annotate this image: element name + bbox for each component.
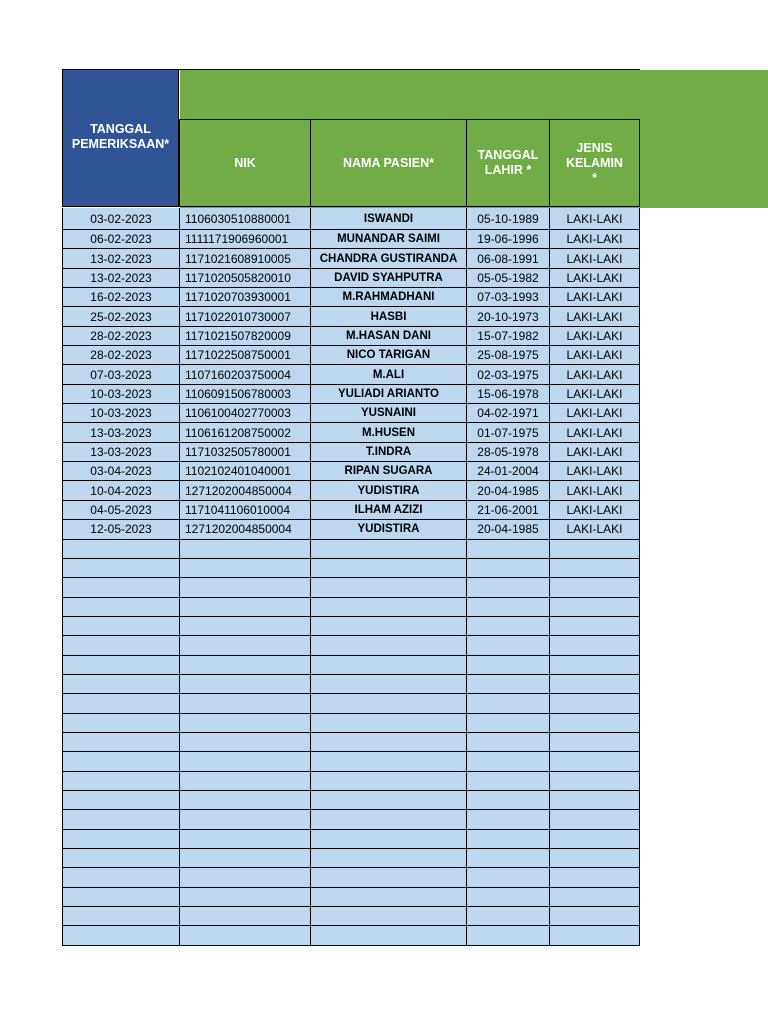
tanggal-lahir-cell[interactable] (467, 752, 550, 771)
tanggal-pemeriksaan-cell[interactable]: 04-05-2023 (62, 501, 180, 520)
tanggal-pemeriksaan-cell[interactable] (62, 926, 180, 945)
table-row (62, 346, 640, 365)
jenis-kelamin-cell[interactable] (550, 714, 640, 733)
table-row (62, 907, 640, 926)
jenis-kelamin-cell[interactable] (550, 791, 640, 810)
header-top-border (179, 69, 640, 70)
tanggal-pemeriksaan-cell[interactable] (62, 907, 180, 926)
nama-pasien-cell[interactable]: M.RAHMADHANI (311, 288, 467, 307)
nik-cell[interactable]: 1171020703930001 (180, 288, 311, 307)
tanggal-pemeriksaan-cell[interactable] (62, 868, 180, 887)
header-tanggal-pemeriksaan[interactable] (62, 69, 179, 207)
nama-pasien-cell[interactable] (311, 810, 467, 829)
jenis-kelamin-cell[interactable]: LAKI-LAKI (550, 365, 640, 384)
tanggal-lahir-cell[interactable]: 06-08-1991 (467, 249, 550, 268)
nama-pasien-cell[interactable] (311, 907, 467, 926)
tanggal-lahir-cell[interactable]: 05-05-1982 (467, 269, 550, 288)
nama-pasien-cell[interactable] (311, 598, 467, 617)
tanggal-pemeriksaan-cell[interactable] (62, 772, 180, 791)
nik-cell[interactable]: 1111171906960001 (180, 230, 311, 249)
nama-pasien-cell[interactable] (311, 559, 467, 578)
tanggal-pemeriksaan-cell[interactable]: 13-02-2023 (62, 269, 180, 288)
jenis-kelamin-cell[interactable]: LAKI-LAKI (550, 404, 640, 423)
tanggal-lahir-cell[interactable] (467, 868, 550, 887)
tanggal-lahir-cell[interactable]: 25-08-1975 (467, 346, 550, 365)
tanggal-pemeriksaan-cell[interactable] (62, 656, 180, 675)
tanggal-lahir-cell[interactable]: 24-01-2004 (467, 462, 550, 481)
nik-cell[interactable]: 1271202004850004 (180, 520, 311, 539)
tanggal-pemeriksaan-cell[interactable] (62, 714, 180, 733)
tanggal-pemeriksaan-cell[interactable]: 25-02-2023 (62, 307, 180, 326)
jenis-kelamin-cell[interactable] (550, 675, 640, 694)
table-row (62, 617, 640, 636)
tanggal-pemeriksaan-cell[interactable] (62, 733, 180, 752)
table-row (62, 714, 640, 733)
tanggal-pemeriksaan-cell[interactable]: 03-02-2023 (62, 208, 180, 230)
table-row (62, 481, 640, 500)
nama-pasien-cell[interactable] (311, 791, 467, 810)
tanggal-lahir-cell[interactable] (467, 714, 550, 733)
jenis-kelamin-cell[interactable] (550, 598, 640, 617)
header-nik-label: NIK (234, 155, 256, 170)
nik-cell[interactable] (180, 772, 311, 791)
table-row (62, 288, 640, 307)
tanggal-lahir-cell[interactable] (467, 907, 550, 926)
jenis-kelamin-cell[interactable] (550, 772, 640, 791)
table-row (62, 249, 640, 268)
jenis-kelamin-cell[interactable]: LAKI-LAKI (550, 307, 640, 326)
tanggal-pemeriksaan-cell[interactable] (62, 752, 180, 771)
nama-pasien-cell[interactable]: NICO TARIGAN (311, 346, 467, 365)
nik-cell[interactable]: 1106030510880001 (180, 208, 311, 230)
nik-cell[interactable] (180, 694, 311, 713)
tanggal-lahir-cell[interactable] (467, 636, 550, 655)
table-row (62, 868, 640, 887)
jenis-kelamin-cell[interactable]: LAKI-LAKI (550, 208, 640, 230)
header-tanggal-lahir[interactable] (466, 119, 550, 207)
tanggal-pemeriksaan-cell[interactable]: 07-03-2023 (62, 365, 180, 384)
tanggal-pemeriksaan-cell[interactable] (62, 791, 180, 810)
table-row (62, 830, 640, 849)
header-tanggal-pemeriksaan-label: TANGGAL PEMERIKSAAN* (71, 122, 170, 151)
nama-pasien-cell[interactable]: YUDISTIRA (311, 520, 467, 539)
jenis-kelamin-cell[interactable]: LAKI-LAKI (550, 346, 640, 365)
tanggal-lahir-cell[interactable]: 04-02-1971 (467, 404, 550, 423)
jenis-kelamin-cell[interactable] (550, 656, 640, 675)
tanggal-pemeriksaan-cell[interactable] (62, 617, 180, 636)
table-row (62, 772, 640, 791)
table-row (62, 888, 640, 907)
nik-cell[interactable] (180, 617, 311, 636)
tanggal-lahir-cell[interactable] (467, 578, 550, 597)
table-row (62, 752, 640, 771)
table-row (62, 423, 640, 442)
header-nama-pasien-label: NAMA PASIEN* (343, 155, 434, 170)
header-tanggal-lahir-label: TANGGAL LAHIR * (477, 148, 539, 177)
nik-cell[interactable]: 1171041106010004 (180, 501, 311, 520)
table-row (62, 559, 640, 578)
table-row (62, 385, 640, 404)
header-nik[interactable] (179, 119, 311, 207)
nik-cell[interactable] (180, 888, 311, 907)
tanggal-lahir-cell[interactable] (467, 791, 550, 810)
table-row (62, 230, 640, 249)
table-row (62, 269, 640, 288)
nik-cell[interactable] (180, 636, 311, 655)
nama-pasien-cell[interactable] (311, 830, 467, 849)
nama-pasien-cell[interactable] (311, 868, 467, 887)
table-row (62, 598, 640, 617)
table-row (62, 208, 640, 230)
table-row (62, 501, 640, 520)
nik-cell[interactable]: 1171020505820010 (180, 269, 311, 288)
table-row (62, 327, 640, 346)
table-row (62, 540, 640, 559)
tanggal-pemeriksaan-cell[interactable]: 12-05-2023 (62, 520, 180, 539)
jenis-kelamin-cell[interactable] (550, 849, 640, 868)
nama-pasien-cell[interactable] (311, 772, 467, 791)
nama-pasien-cell[interactable]: RIPAN SUGARA (311, 462, 467, 481)
table-row (62, 365, 640, 384)
nama-pasien-cell[interactable] (311, 888, 467, 907)
nik-cell[interactable] (180, 578, 311, 597)
nama-pasien-cell[interactable]: ILHAM AZIZI (311, 501, 467, 520)
tanggal-lahir-cell[interactable] (467, 540, 550, 559)
tanggal-pemeriksaan-cell[interactable]: 28-02-2023 (62, 346, 180, 365)
table-row (62, 443, 640, 462)
nik-cell[interactable] (180, 714, 311, 733)
table-row (62, 307, 640, 326)
jenis-kelamin-cell[interactable]: LAKI-LAKI (550, 327, 640, 346)
nama-pasien-cell[interactable]: M.HUSEN (311, 423, 467, 442)
nama-pasien-cell[interactable] (311, 636, 467, 655)
tanggal-pemeriksaan-cell[interactable] (62, 540, 180, 559)
tanggal-lahir-cell[interactable] (467, 617, 550, 636)
jenis-kelamin-cell[interactable]: LAKI-LAKI (550, 249, 640, 268)
tanggal-pemeriksaan-cell[interactable] (62, 636, 180, 655)
nama-pasien-cell[interactable]: MUNANDAR SAIMI (311, 230, 467, 249)
tanggal-pemeriksaan-cell[interactable]: 10-04-2023 (62, 481, 180, 500)
tanggal-pemeriksaan-cell[interactable]: 28-02-2023 (62, 327, 180, 346)
tanggal-lahir-cell[interactable]: 05-10-1989 (467, 208, 550, 230)
nik-cell[interactable] (180, 830, 311, 849)
tanggal-lahir-cell[interactable]: 28-05-1978 (467, 443, 550, 462)
nik-cell[interactable] (180, 733, 311, 752)
nik-cell[interactable] (180, 907, 311, 926)
nama-pasien-cell[interactable] (311, 714, 467, 733)
table-row (62, 636, 640, 655)
tanggal-lahir-cell[interactable]: 19-06-1996 (467, 230, 550, 249)
jenis-kelamin-cell[interactable]: LAKI-LAKI (550, 520, 640, 539)
jenis-kelamin-cell[interactable]: LAKI-LAKI (550, 443, 640, 462)
nik-cell[interactable]: 1171022010730007 (180, 307, 311, 326)
nik-cell[interactable]: 1171022508750001 (180, 346, 311, 365)
tanggal-lahir-cell[interactable]: 20-04-1985 (467, 481, 550, 500)
nik-cell[interactable] (180, 868, 311, 887)
tanggal-lahir-cell[interactable]: 07-03-1993 (467, 288, 550, 307)
tanggal-lahir-cell[interactable]: 20-10-1973 (467, 307, 550, 326)
table-row (62, 791, 640, 810)
nama-pasien-cell[interactable]: HASBI (311, 307, 467, 326)
header-jenis-kelamin[interactable] (549, 119, 640, 207)
nik-cell[interactable]: 1106161208750002 (180, 423, 311, 442)
tanggal-lahir-cell[interactable] (467, 733, 550, 752)
data-table (62, 208, 640, 946)
tanggal-lahir-cell[interactable]: 15-07-1982 (467, 327, 550, 346)
nama-pasien-cell[interactable]: T.INDRA (311, 443, 467, 462)
nama-pasien-cell[interactable] (311, 656, 467, 675)
nik-cell[interactable] (180, 598, 311, 617)
tanggal-pemeriksaan-cell[interactable] (62, 559, 180, 578)
jenis-kelamin-cell[interactable] (550, 868, 640, 887)
nik-cell[interactable] (180, 656, 311, 675)
jenis-kelamin-cell[interactable] (550, 810, 640, 829)
tanggal-pemeriksaan-cell[interactable] (62, 888, 180, 907)
jenis-kelamin-cell[interactable]: LAKI-LAKI (550, 230, 640, 249)
tanggal-pemeriksaan-cell[interactable]: 13-03-2023 (62, 423, 180, 442)
jenis-kelamin-cell[interactable]: LAKI-LAKI (550, 423, 640, 442)
jenis-kelamin-cell[interactable]: LAKI-LAKI (550, 462, 640, 481)
tanggal-lahir-cell[interactable] (467, 598, 550, 617)
nama-pasien-cell[interactable]: YUDISTIRA (311, 481, 467, 500)
tanggal-pemeriksaan-cell[interactable] (62, 810, 180, 829)
jenis-kelamin-cell[interactable]: LAKI-LAKI (550, 481, 640, 500)
nama-pasien-cell[interactable] (311, 926, 467, 945)
tanggal-pemeriksaan-cell[interactable] (62, 849, 180, 868)
nama-pasien-cell[interactable] (311, 849, 467, 868)
nama-pasien-cell[interactable]: CHANDRA GUSTIRANDA (311, 249, 467, 268)
nik-cell[interactable] (180, 810, 311, 829)
tanggal-pemeriksaan-cell[interactable] (62, 675, 180, 694)
nama-pasien-cell[interactable] (311, 540, 467, 559)
jenis-kelamin-cell[interactable]: LAKI-LAKI (550, 385, 640, 404)
tanggal-lahir-cell[interactable] (467, 888, 550, 907)
nik-cell[interactable] (180, 559, 311, 578)
tanggal-lahir-cell[interactable] (467, 830, 550, 849)
nik-cell[interactable]: 1106100402770003 (180, 404, 311, 423)
header-jenis-kelamin-label: JENIS KELAMIN * (566, 140, 623, 185)
tanggal-lahir-cell[interactable]: 15-06-1978 (467, 385, 550, 404)
tanggal-lahir-cell[interactable] (467, 849, 550, 868)
nik-cell[interactable]: 1107160203750004 (180, 365, 311, 384)
table-row (62, 578, 640, 597)
jenis-kelamin-cell[interactable] (550, 578, 640, 597)
nik-cell[interactable]: 1171032505780001 (180, 443, 311, 462)
nama-pasien-cell[interactable] (311, 752, 467, 771)
nik-cell[interactable] (180, 540, 311, 559)
jenis-kelamin-cell[interactable] (550, 694, 640, 713)
tanggal-lahir-cell[interactable]: 21-06-2001 (467, 501, 550, 520)
tanggal-lahir-cell[interactable] (467, 656, 550, 675)
nama-pasien-cell[interactable] (311, 617, 467, 636)
nik-cell[interactable]: 1171021507820009 (180, 327, 311, 346)
tanggal-pemeriksaan-cell[interactable]: 16-02-2023 (62, 288, 180, 307)
jenis-kelamin-cell[interactable]: LAKI-LAKI (550, 269, 640, 288)
jenis-kelamin-cell[interactable]: LAKI-LAKI (550, 501, 640, 520)
tanggal-pemeriksaan-cell[interactable]: 10-03-2023 (62, 404, 180, 423)
nik-cell[interactable]: 1171021608910005 (180, 249, 311, 268)
nik-cell[interactable]: 1106091506780003 (180, 385, 311, 404)
tanggal-lahir-cell[interactable]: 01-07-1975 (467, 423, 550, 442)
jenis-kelamin-cell[interactable] (550, 733, 640, 752)
header-nama-pasien[interactable] (310, 119, 467, 207)
table-row (62, 694, 640, 713)
nama-pasien-cell[interactable] (311, 694, 467, 713)
nik-cell[interactable] (180, 791, 311, 810)
tanggal-lahir-cell[interactable] (467, 559, 550, 578)
nik-cell[interactable] (180, 675, 311, 694)
tanggal-pemeriksaan-cell[interactable]: 13-02-2023 (62, 249, 180, 268)
table-row (62, 462, 640, 481)
nama-pasien-cell[interactable]: M.ALI (311, 365, 467, 384)
table-row (62, 675, 640, 694)
tanggal-pemeriksaan-cell[interactable]: 03-04-2023 (62, 462, 180, 481)
jenis-kelamin-cell[interactable] (550, 559, 640, 578)
jenis-kelamin-cell[interactable] (550, 617, 640, 636)
table-row (62, 404, 640, 423)
nama-pasien-cell[interactable] (311, 578, 467, 597)
jenis-kelamin-cell[interactable] (550, 540, 640, 559)
table-row (62, 520, 640, 539)
tanggal-pemeriksaan-cell[interactable] (62, 578, 180, 597)
nama-pasien-cell[interactable] (311, 733, 467, 752)
jenis-kelamin-cell[interactable] (550, 926, 640, 945)
nik-cell[interactable] (180, 926, 311, 945)
nama-pasien-cell[interactable]: YUSNAINI (311, 404, 467, 423)
tanggal-pemeriksaan-cell[interactable] (62, 598, 180, 617)
nama-pasien-cell[interactable] (311, 675, 467, 694)
jenis-kelamin-cell[interactable] (550, 830, 640, 849)
tanggal-lahir-cell[interactable] (467, 810, 550, 829)
nik-cell[interactable] (180, 849, 311, 868)
tanggal-lahir-cell[interactable] (467, 772, 550, 791)
tanggal-pemeriksaan-cell[interactable]: 10-03-2023 (62, 385, 180, 404)
tanggal-lahir-cell[interactable] (467, 675, 550, 694)
nama-pasien-cell[interactable]: M.HASAN DANI (311, 327, 467, 346)
table-row (62, 849, 640, 868)
table-row (62, 810, 640, 829)
tanggal-pemeriksaan-cell[interactable] (62, 830, 180, 849)
table-row (62, 656, 640, 675)
jenis-kelamin-cell[interactable]: LAKI-LAKI (550, 288, 640, 307)
jenis-kelamin-cell[interactable] (550, 752, 640, 771)
tanggal-lahir-cell[interactable]: 20-04-1985 (467, 520, 550, 539)
tanggal-lahir-cell[interactable] (467, 926, 550, 945)
nik-cell[interactable]: 1102102401040001 (180, 462, 311, 481)
jenis-kelamin-cell[interactable] (550, 907, 640, 926)
tanggal-lahir-cell[interactable] (467, 694, 550, 713)
nama-pasien-cell[interactable]: YULIADI ARIANTO (311, 385, 467, 404)
jenis-kelamin-cell[interactable] (550, 636, 640, 655)
tanggal-pemeriksaan-cell[interactable]: 13-03-2023 (62, 443, 180, 462)
table-row (62, 926, 640, 945)
tanggal-pemeriksaan-cell[interactable]: 06-02-2023 (62, 230, 180, 249)
nama-pasien-cell[interactable]: DAVID SYAHPUTRA (311, 269, 467, 288)
table-row (62, 733, 640, 752)
nama-pasien-cell[interactable]: ISWANDI (311, 208, 467, 230)
tanggal-pemeriksaan-cell[interactable] (62, 694, 180, 713)
tanggal-lahir-cell[interactable]: 02-03-1975 (467, 365, 550, 384)
jenis-kelamin-cell[interactable] (550, 888, 640, 907)
nik-cell[interactable] (180, 752, 311, 771)
nik-cell[interactable]: 1271202004850004 (180, 481, 311, 500)
